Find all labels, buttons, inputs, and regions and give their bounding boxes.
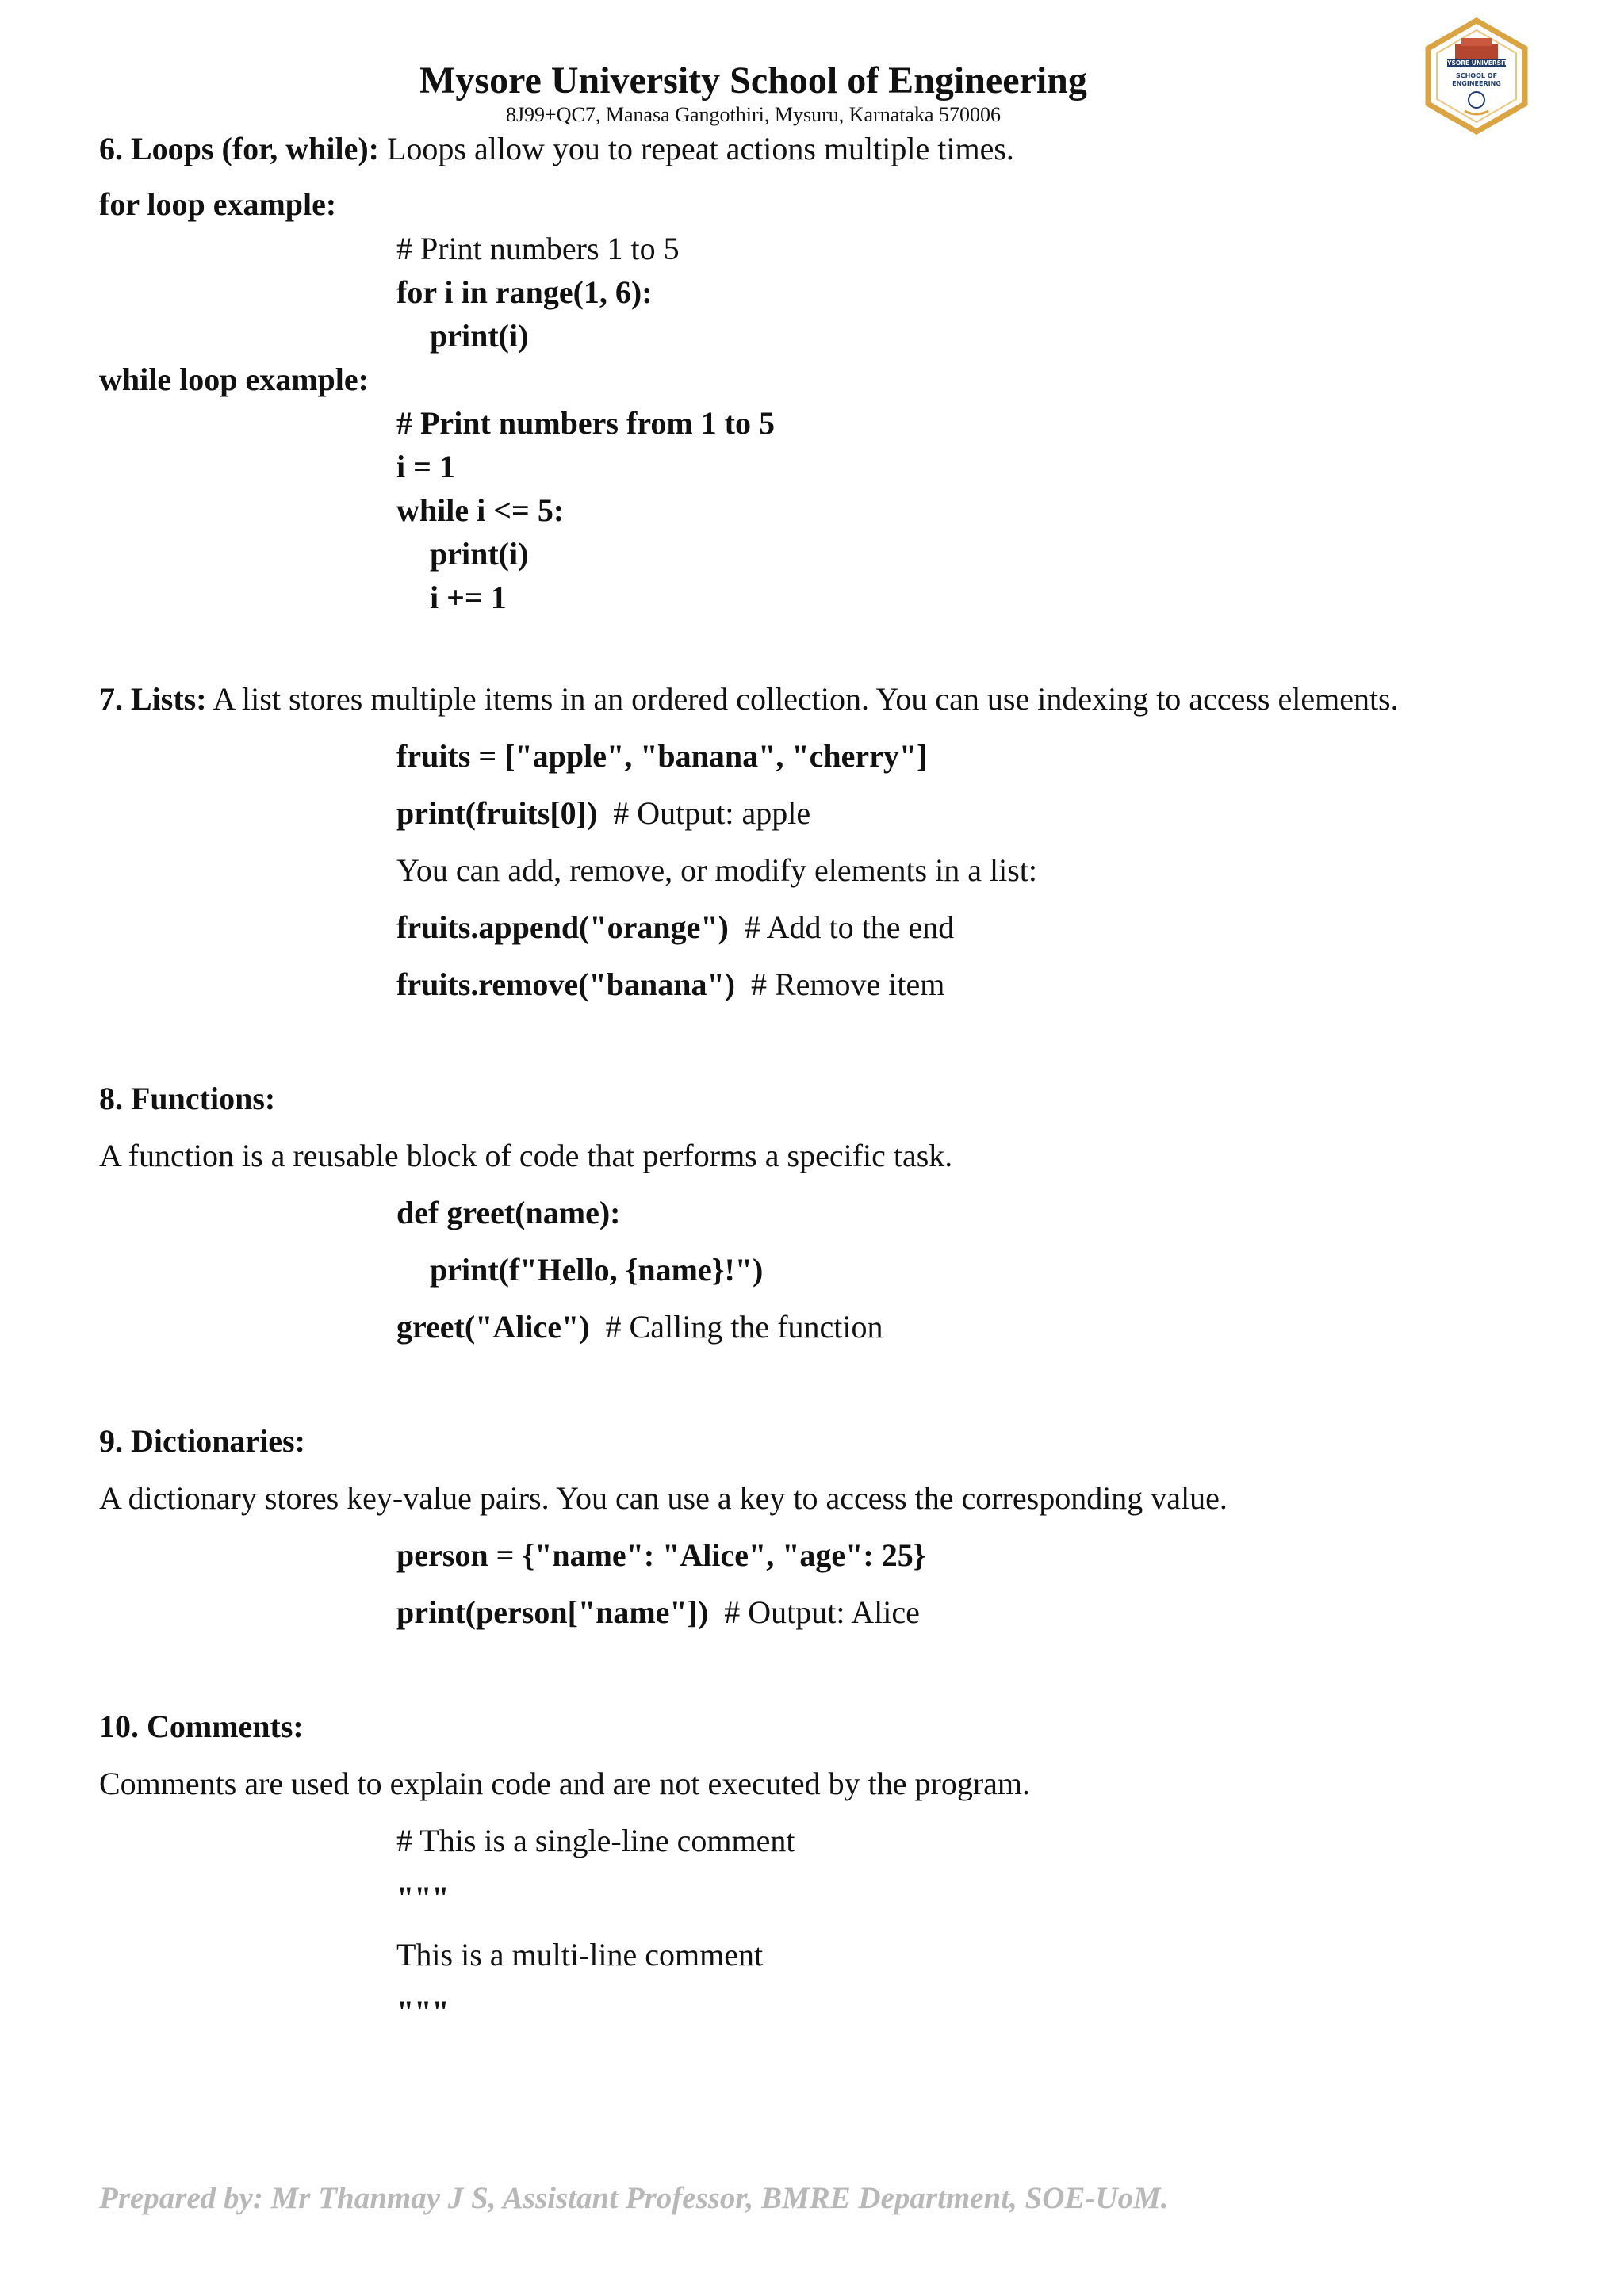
section-9-heading: 9. Dictionaries: <box>99 1423 305 1459</box>
page-title: Mysore University School of Engineering <box>419 59 1087 101</box>
section-6-heading: 6. Loops (for, while): <box>99 131 379 166</box>
while-loop-label: while loop example: <box>99 362 369 397</box>
while-loop-line-4: i += 1 <box>430 580 507 615</box>
section-7-intro <box>99 680 1399 718</box>
lists-code-2: print(fruits[0]) # Output: apple <box>396 795 811 831</box>
address: 8J99+QC7, Manasa Gangothiri, Mysuru, Karnataka 570006 <box>505 103 1002 126</box>
comment-line-4: """ <box>396 1994 450 2030</box>
section-8-text: A function is a reusable block of code that performs a specific task. <box>99 1138 953 1173</box>
for-loop-label: for loop example: <box>99 186 337 222</box>
functions-code-1: def greet(name): <box>396 1195 621 1230</box>
lists-code-4: fruits.remove("banana") # Remove item <box>396 966 945 1002</box>
svg-text:ENGINEERING: ENGINEERING <box>1452 80 1501 87</box>
while-loop-line-3: print(i) <box>430 536 529 572</box>
while-loop-line-1: i = 1 <box>396 449 455 484</box>
for-loop-line-1: for i in range(1, 6): <box>396 274 653 310</box>
footer-credit: Prepared by: Mr Thanmay J S, Assistant Professor, BMRE Department, SOE-UoM. <box>99 2181 1169 2215</box>
comment-line-1: # This is a single-line comment <box>396 1823 795 1858</box>
lists-code-1: fruits = ["apple", "banana", "cherry"] <box>396 738 928 774</box>
svg-text:SCHOOL OF: SCHOOL OF <box>1455 72 1498 79</box>
dict-code-2: print(person["name"]) # Output: Alice <box>396 1594 920 1630</box>
lists-code-3: fruits.append("orange") # Add to the end <box>396 909 955 945</box>
comment-line-3: This is a multi-line comment <box>396 1937 764 1973</box>
svg-text:MYSORE UNIVERSITY: MYSORE UNIVERSITY <box>1441 59 1512 67</box>
for-loop-line-2: print(i) <box>430 318 529 354</box>
section-9-text: A dictionary stores key-value pairs. You can use a key to access the corresponding value. <box>99 1480 1228 1516</box>
section-10-heading: 10. Comments: <box>99 1709 304 1744</box>
comment-line-2: """ <box>396 1880 450 1915</box>
while-loop-comment: # Print numbers from 1 to 5 <box>396 405 775 441</box>
dict-code-1: person = {"name": "Alice", "age": 25} <box>396 1537 926 1573</box>
section-6-intro <box>99 130 1014 168</box>
section-7-heading: 7. Lists: <box>99 681 207 717</box>
functions-code-2: print(f"Hello, {name}!") <box>430 1252 764 1288</box>
section-7-text: A list stores multiple items in an ordered collection. You can use indexing to access elements. <box>206 681 1399 717</box>
functions-code-3: greet("Alice") # Calling the function <box>396 1309 883 1345</box>
lists-note: You can add, remove, or modify elements in a list: <box>396 852 1038 888</box>
while-loop-line-2: while i <= 5: <box>396 492 565 528</box>
university-logo <box>1423 17 1530 135</box>
section-8-heading: 8. Functions: <box>99 1081 276 1116</box>
for-loop-comment: # Print numbers 1 to 5 <box>396 231 680 266</box>
section-6-text: Loops allow you to repeat actions multiple times. <box>378 131 1014 166</box>
section-10-text: Comments are used to explain code and are not executed by the program. <box>99 1766 1031 1801</box>
